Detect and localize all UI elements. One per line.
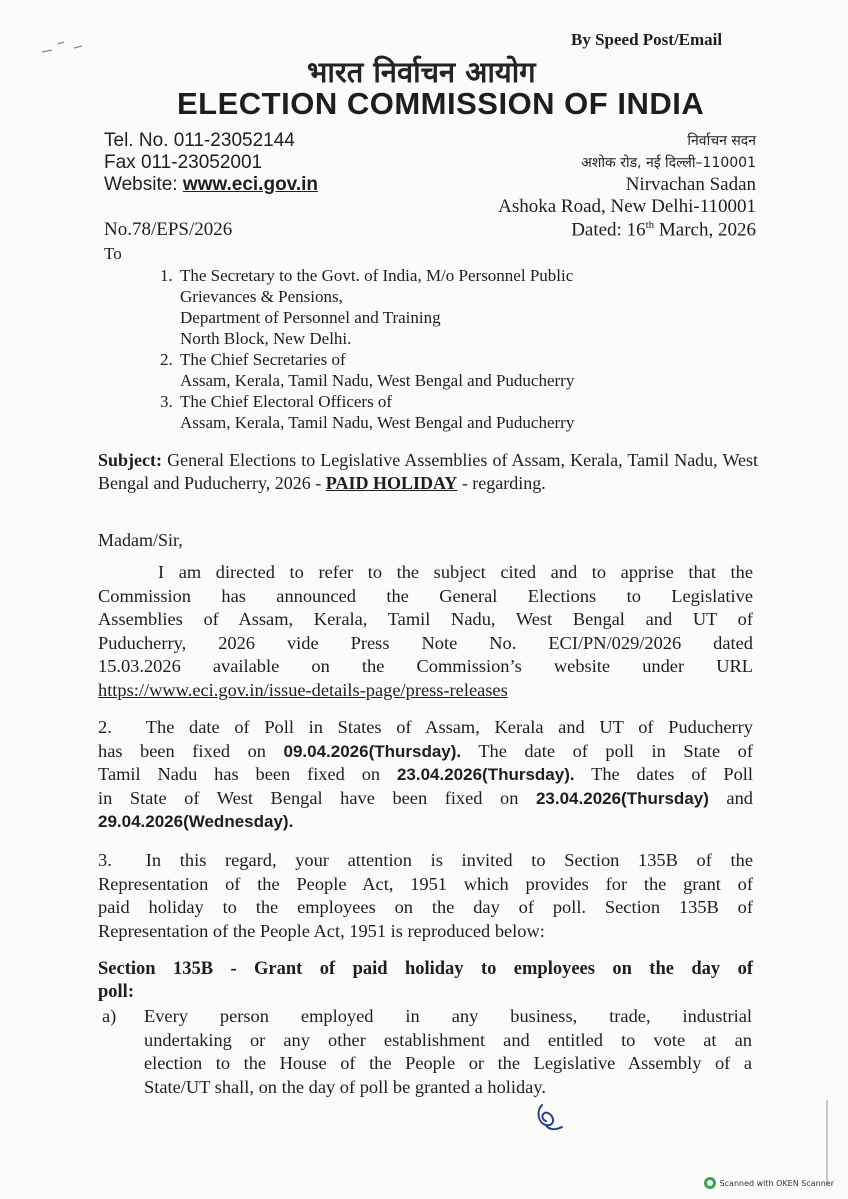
- recipient-line: The Secretary to the Govt. of India, M/o Personnel Public: [180, 266, 574, 285]
- initials-signature: [530, 1097, 570, 1137]
- date-superscript: th: [645, 219, 655, 231]
- recipient-line: Assam, Kerala, Tamil Nadu, West Bengal and Puducherry: [180, 413, 575, 432]
- fax-number: Fax 011-23052001: [104, 152, 263, 173]
- subject-tail: - regarding.: [457, 473, 546, 493]
- para-text: The dates of Poll: [574, 764, 753, 784]
- para-text: The date of poll in State of: [461, 740, 753, 761]
- clause-line: election to the House of the People or the Legislative Assembly of a: [144, 1053, 752, 1073]
- address-block: [498, 130, 756, 218]
- para-number: 3.: [98, 850, 112, 870]
- recipient-line: Department of Personnel and Training: [180, 308, 441, 327]
- para-line: Commission has announced the General Elections to Legislative: [98, 585, 753, 606]
- date-prefix: Dated: 16: [571, 219, 646, 241]
- org-title-english: ELECTION COMMISSION OF INDIA: [177, 86, 705, 121]
- address-hindi-line2: अशोक रोड, नई दिल्ली–110001: [581, 155, 756, 171]
- para-line: I am directed to refer to the subject cited and to apprise that the: [158, 562, 753, 582]
- para-line: [98, 716, 753, 740]
- clause-line: State/UT shall, on the day of poll be granted a holiday.: [144, 1076, 546, 1097]
- address-line2: Ashoka Road, New Delhi-110001: [498, 196, 756, 217]
- address-hindi-line1: निर्वाचन सदन: [687, 133, 756, 149]
- recipients-list: [160, 265, 720, 433]
- para-line: Representation of the People Act, 1951 which provides for the grant of: [98, 873, 753, 894]
- website-link[interactable]: www.eci.gov.in: [182, 174, 318, 195]
- poll-date: 29.04.2026(Wednesday).: [98, 812, 294, 831]
- tel-number: Tel. No. 011-23052144: [104, 130, 295, 151]
- recipient-number: 3.: [160, 392, 173, 411]
- para-line: [98, 849, 753, 873]
- para-text: in State of West Bengal have been fixed on: [98, 787, 536, 808]
- date-suffix: March, 2026: [654, 219, 756, 241]
- recipient-line: Assam, Kerala, Tamil Nadu, West Bengal and Puducherry: [180, 371, 575, 390]
- press-release-link[interactable]: https://www.eci.gov.in/issue-details-page/press-releases: [98, 679, 508, 700]
- salutation: Madam/Sir,: [98, 530, 183, 550]
- website-label: Website:: [104, 174, 183, 195]
- para-line: [98, 763, 753, 787]
- address-line1: Nirvachan Sadan: [625, 174, 756, 195]
- page-edge-shadow: [826, 1100, 828, 1185]
- para-line: paid holiday to the employees on the day of poll. Section 135B of: [98, 897, 753, 917]
- org-title-hindi: भारत निर्वाचन आयोग: [307, 55, 536, 89]
- para-text: and: [708, 787, 753, 808]
- website-line: [104, 174, 318, 196]
- section-heading: [98, 958, 753, 1004]
- recipient-number: 2.: [160, 350, 173, 369]
- para-number: 2.: [98, 717, 112, 737]
- subject-highlight: PAID HOLIDAY: [325, 473, 458, 493]
- recipient-number: 1.: [160, 266, 173, 285]
- scan-mark: [38, 38, 88, 58]
- clause-label: a): [102, 1006, 117, 1026]
- delivery-mode: By Speed Post/Email: [571, 30, 723, 49]
- recipient-line: North Block, New Delhi.: [180, 329, 352, 348]
- section-heading-line: Section 135B - Grant of paid holiday to employees on the day of: [98, 959, 753, 979]
- scanner-watermark: [704, 1177, 834, 1189]
- to-label: To: [104, 244, 122, 263]
- recipient-line: Grievances & Pensions,: [180, 287, 343, 306]
- section-heading-line: poll:: [98, 982, 134, 1002]
- para-line: 15.03.2026 available on the Commission’s website under URL: [98, 656, 753, 676]
- scanner-text: Scanned with OKEN Scanner: [719, 1178, 834, 1188]
- subject-line: [98, 449, 758, 495]
- para-line: Puducherry, 2026 vide Press Note No. ECI/PN/029/2026 dated: [98, 632, 753, 653]
- subject-text: General Elections to Legislative Assemblies of Assam, Kerala, Tamil Nadu, West Bengal and Puducherry, 2026 -: [98, 450, 758, 493]
- recipient-line: The Chief Electoral Officers of: [180, 392, 393, 411]
- para-text: In this regard, your attention is invited to Section 135B of the: [145, 850, 753, 870]
- para-text: Tamil Nadu has been fixed on: [98, 764, 397, 784]
- paragraph-3: [98, 849, 753, 943]
- subject-label: Subject:: [98, 450, 162, 470]
- letter-number: No.78/EPS/2026: [104, 219, 233, 240]
- paragraph-1: [98, 561, 753, 702]
- recipient-item: [160, 391, 720, 433]
- contact-block: [104, 130, 318, 196]
- poll-date: 23.04.2026(Thursday).: [396, 765, 575, 784]
- para-line: Assemblies of Assam, Kerala, Tamil Nadu, West Bengal and UT of: [98, 609, 753, 629]
- para-text: has been fixed on: [98, 740, 284, 761]
- letter-date: [571, 219, 756, 241]
- recipient-line: The Chief Secretaries of: [180, 350, 346, 369]
- scanner-logo-icon: [704, 1177, 716, 1189]
- recipient-item: [160, 349, 720, 391]
- clause-line: Every person employed in any business, trade, industrial: [144, 1006, 752, 1026]
- para-line: [98, 787, 753, 811]
- poll-date: 09.04.2026(Thursday).: [283, 741, 462, 761]
- clause-line: undertaking or any other establishment and entitled to vote at an: [144, 1029, 752, 1050]
- recipient-item: [160, 265, 720, 349]
- paragraph-2: [98, 716, 753, 834]
- poll-date: 23.04.2026(Thursday): [535, 788, 709, 808]
- para-line: Representation of the People Act, 1951 is reproduced below:: [98, 920, 545, 941]
- para-line: [98, 740, 753, 764]
- para-line: [98, 810, 753, 834]
- para-text: The date of Poll in States of Assam, Kerala and UT of Puducherry: [145, 717, 753, 737]
